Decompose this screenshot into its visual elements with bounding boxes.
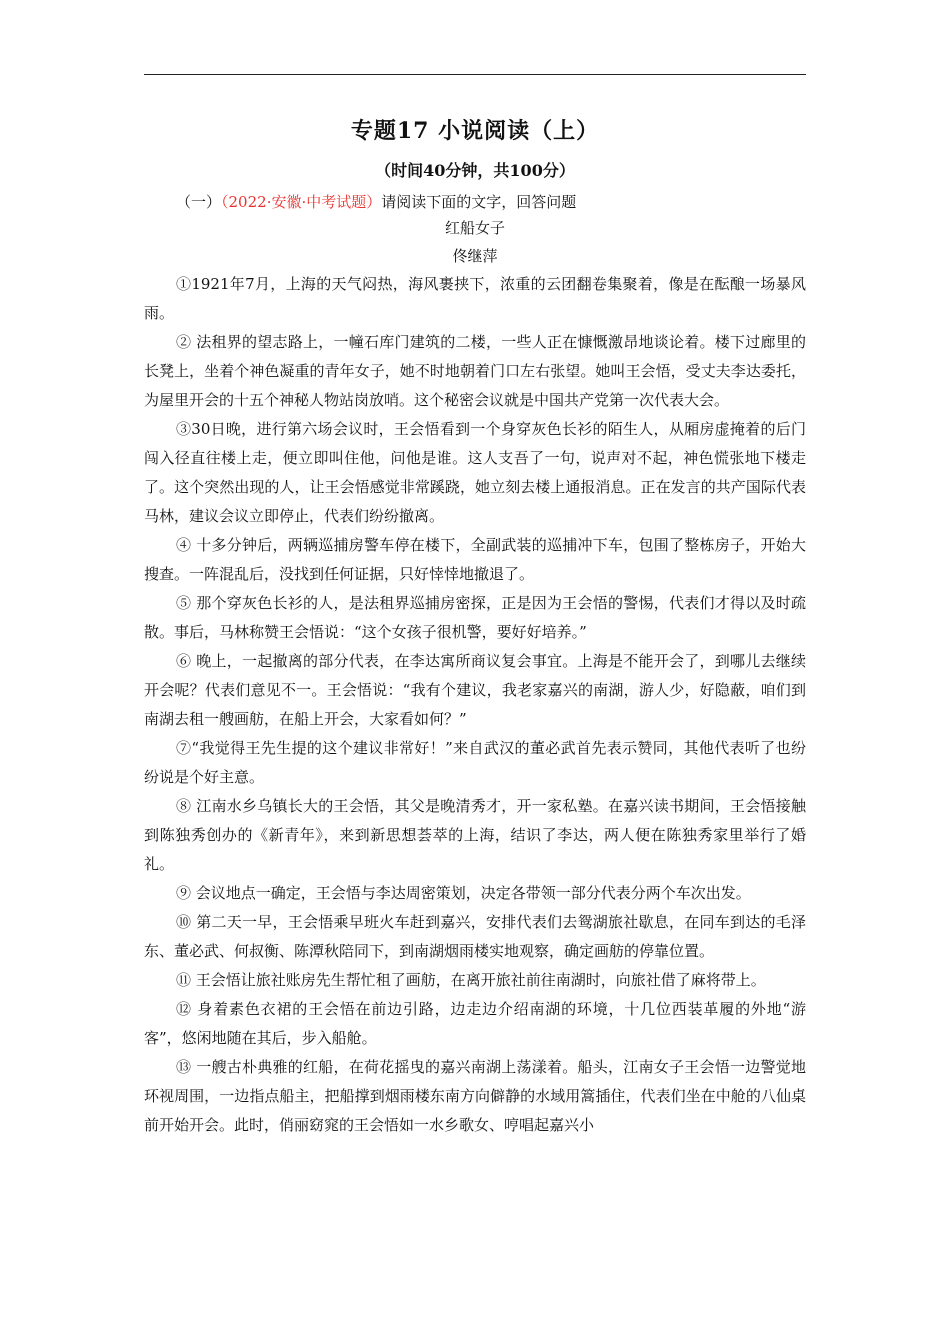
story-title: 红船女子: [444, 219, 505, 237]
page-title: 专题17 小说阅读（上）: [350, 118, 600, 144]
paragraph-12: ⑫ 身着素色衣裙的王会悟在前边引路，边走边介绍南湖的环境，十几位西装革履的外地“游客”，悠闲地随在其后，步入船舱。: [144, 1000, 806, 1047]
paragraph-2: ② 法租界的望志路上，一幢石库门建筑的二楼，一些人正在慷慨激昂地谈论着。楼下过廊里的长凳上，坐着个神色凝重的青年女子，她不时地朝着门口左右张望。她叫王会悟，受丈夫李达委托，为屋里开会的十五个神秘人物站岗放哨。这个秘密会议就是中国共产党第一次代表大会。: [144, 333, 806, 409]
paragraph-6: ⑥ 晚上，一起撤离的部分代表，在李达寓所商议复会事宜。上海是不能开会了，到哪儿去继续开会呢？代表们意见不一。王会悟说：“我有个建议，我老家嘉兴的南湖，游人少，好隐蔽，咱们到南湖去租一艘画舫，在船上开会，大家看如何？”: [144, 652, 806, 728]
section-instruction: 请阅读下面的文字，回答问题: [381, 193, 577, 211]
section-intro: [144, 190, 806, 214]
section-source: （2022·安徽·中考试题）: [221, 193, 382, 211]
paragraph-1: ①1921年7月，上海的天气闷热，海风裹挟下，浓重的云团翻卷集聚着，像是在酝酿一场暴风雨。: [144, 275, 806, 322]
paragraph-4: ④ 十多分钟后，两辆巡捕房警车停在楼下，全副武装的巡捕冲下车，包围了整栋房子，开始大搜查。一阵混乱后，没找到任何证据，只好悻悻地撤退了。: [144, 536, 806, 583]
page-subtitle: （时间40分钟，共100分）: [375, 161, 575, 180]
story-author: 佟继萍: [452, 247, 498, 265]
document-body: [144, 190, 806, 1140]
header-rule: [144, 74, 806, 75]
paragraph-10: ⑩ 第二天一早，王会悟乘早班火车赶到嘉兴，安排代表们去鸳湖旅社歇息，在同车到达的毛泽东、董必武、何叔衡、陈潭秋陪同下，到南湖烟雨楼实地观察，确定画舫的停靠位置。: [144, 913, 806, 960]
paragraph-8: ⑧ 江南水乡乌镇长大的王会悟，其父是晚清秀才，开一家私塾。在嘉兴读书期间，王会悟接触到陈独秀创办的《新青年》，来到新思想荟萃的上海，结识了李达，两人便在陈独秀家里举行了婚礼。: [144, 797, 806, 873]
paragraph-5: ⑤ 那个穿灰色长衫的人，是法租界巡捕房密探，正是因为王会悟的警惕，代表们才得以及时疏散。事后，马林称赞王会悟说：“这个女孩子很机警，要好好培养。”: [144, 594, 806, 641]
paragraph-11: ⑪ 王会悟让旅社账房先生帮忙租了画舫，在离开旅社前往南湖时，向旅社借了麻将带上。: [176, 971, 766, 989]
section-index: （一）: [176, 193, 222, 211]
paragraph-13: ⑬ 一艘古朴典雅的红船，在荷花摇曳的嘉兴南湖上荡漾着。船头，江南女子王会悟一边警觉地环视周围，一边指点船主，把船撑到烟雨楼东南方向僻静的水域用篙插住，代表们坐在中舱的八仙桌前开始开会。此时，俏丽窈窕的王会悟如一水乡歌女、哼唱起嘉兴小: [144, 1058, 806, 1134]
paragraph-9: ⑨ 会议地点一确定，王会悟与李达周密策划，决定各带领一部分代表分两个车次出发。: [176, 884, 751, 902]
paragraph-7: ⑦“我觉得王先生提的这个建议非常好！”来自武汉的董必武首先表示赞同，其他代表听了也纷纷说是个好主意。: [144, 739, 806, 786]
paragraph-3: ③30日晚，进行第六场会议时，王会悟看到一个身穿灰色长衫的陌生人，从厢房虚掩着的后门闯入径直往楼上走，便立即叫住他，问他是谁。这人支吾了一句，说声对不起，神色慌张地下楼走了。这个突然出现的人，让王会悟感觉非常蹊跷，她立刻去楼上通报消息。正在发言的共产国际代表马林，建议会议立即停止，代表们纷纷撤离。: [144, 420, 806, 525]
